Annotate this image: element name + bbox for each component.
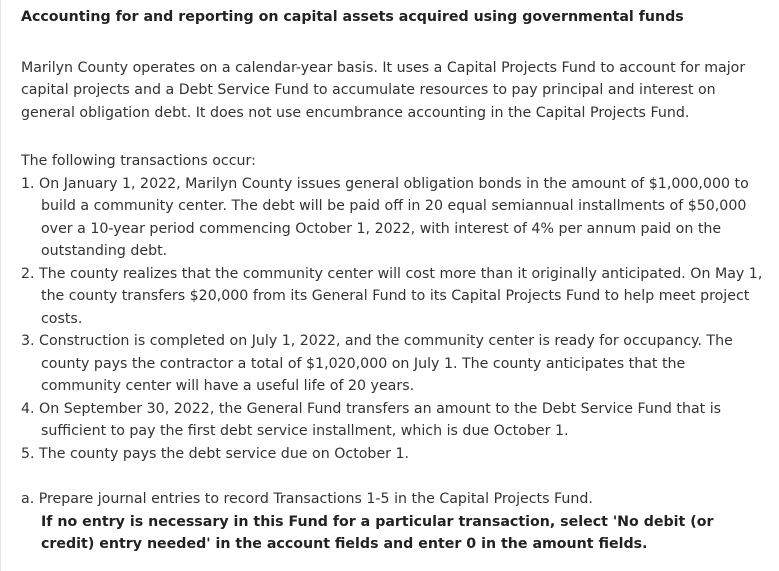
problem-description: Marilyn County operates on a calendar-year basis. It uses a Capital Projects Fund to account for major capital projects and a Debt Service Fund to accumulate resources to pay principal and interest on general obligation debt. It does not use encumbrance accounting in the Capital Projects Fund. <box>21 59 746 121</box>
transaction-item: 2. The county realizes that the community center will cost more than it originally anticipated. On May 1, the county transfers $20,000 from its General Fund to its Capital Projects Fund to help meet project costs. <box>21 265 763 327</box>
transaction-item: 4. On September 30, 2022, the General Fund transfers an amount to the Debt Service Fund that is sufficient to pay the first debt service installment, which is due October 1. <box>21 400 722 439</box>
transaction-item: 1. On January 1, 2022, Marilyn County issues general obligation bonds in the amount of $1,000,000 to build a community center. The debt will be paid off in 20 equal semiannual installments of $50,000 over a 10-year period commencing October 1, 2022, with interest of 4% per annum paid on the outstanding debt. <box>21 175 749 259</box>
transactions-intro: The following transactions occur: <box>21 153 256 169</box>
transaction-item: 3. Construction is completed on July 1, 2022, and the community center is ready for occupancy. The county pays the contractor a total of $1,020,000 on July 1. The county anticipates that the community center will have a useful life of 20 years. <box>21 333 733 394</box>
part-a-prompt: a. Prepare journal entries to record Transactions 1-5 in the Capital Projects Fund. <box>21 491 593 507</box>
transaction-item: 5. The county pays the debt service due on October 1. <box>21 445 410 462</box>
question-title: Accounting for and reporting on capital assets acquired using governmental funds <box>21 9 684 25</box>
part-a-instruction: If no entry is necessary in this Fund for a particular transaction, select 'No debit (or credit) entry needed' in the account fields and enter 0 in the amount fields. <box>41 513 714 552</box>
left-border <box>0 0 1 571</box>
question-content <box>21 6 766 556</box>
part-a <box>21 488 766 556</box>
transaction-list <box>21 173 766 466</box>
